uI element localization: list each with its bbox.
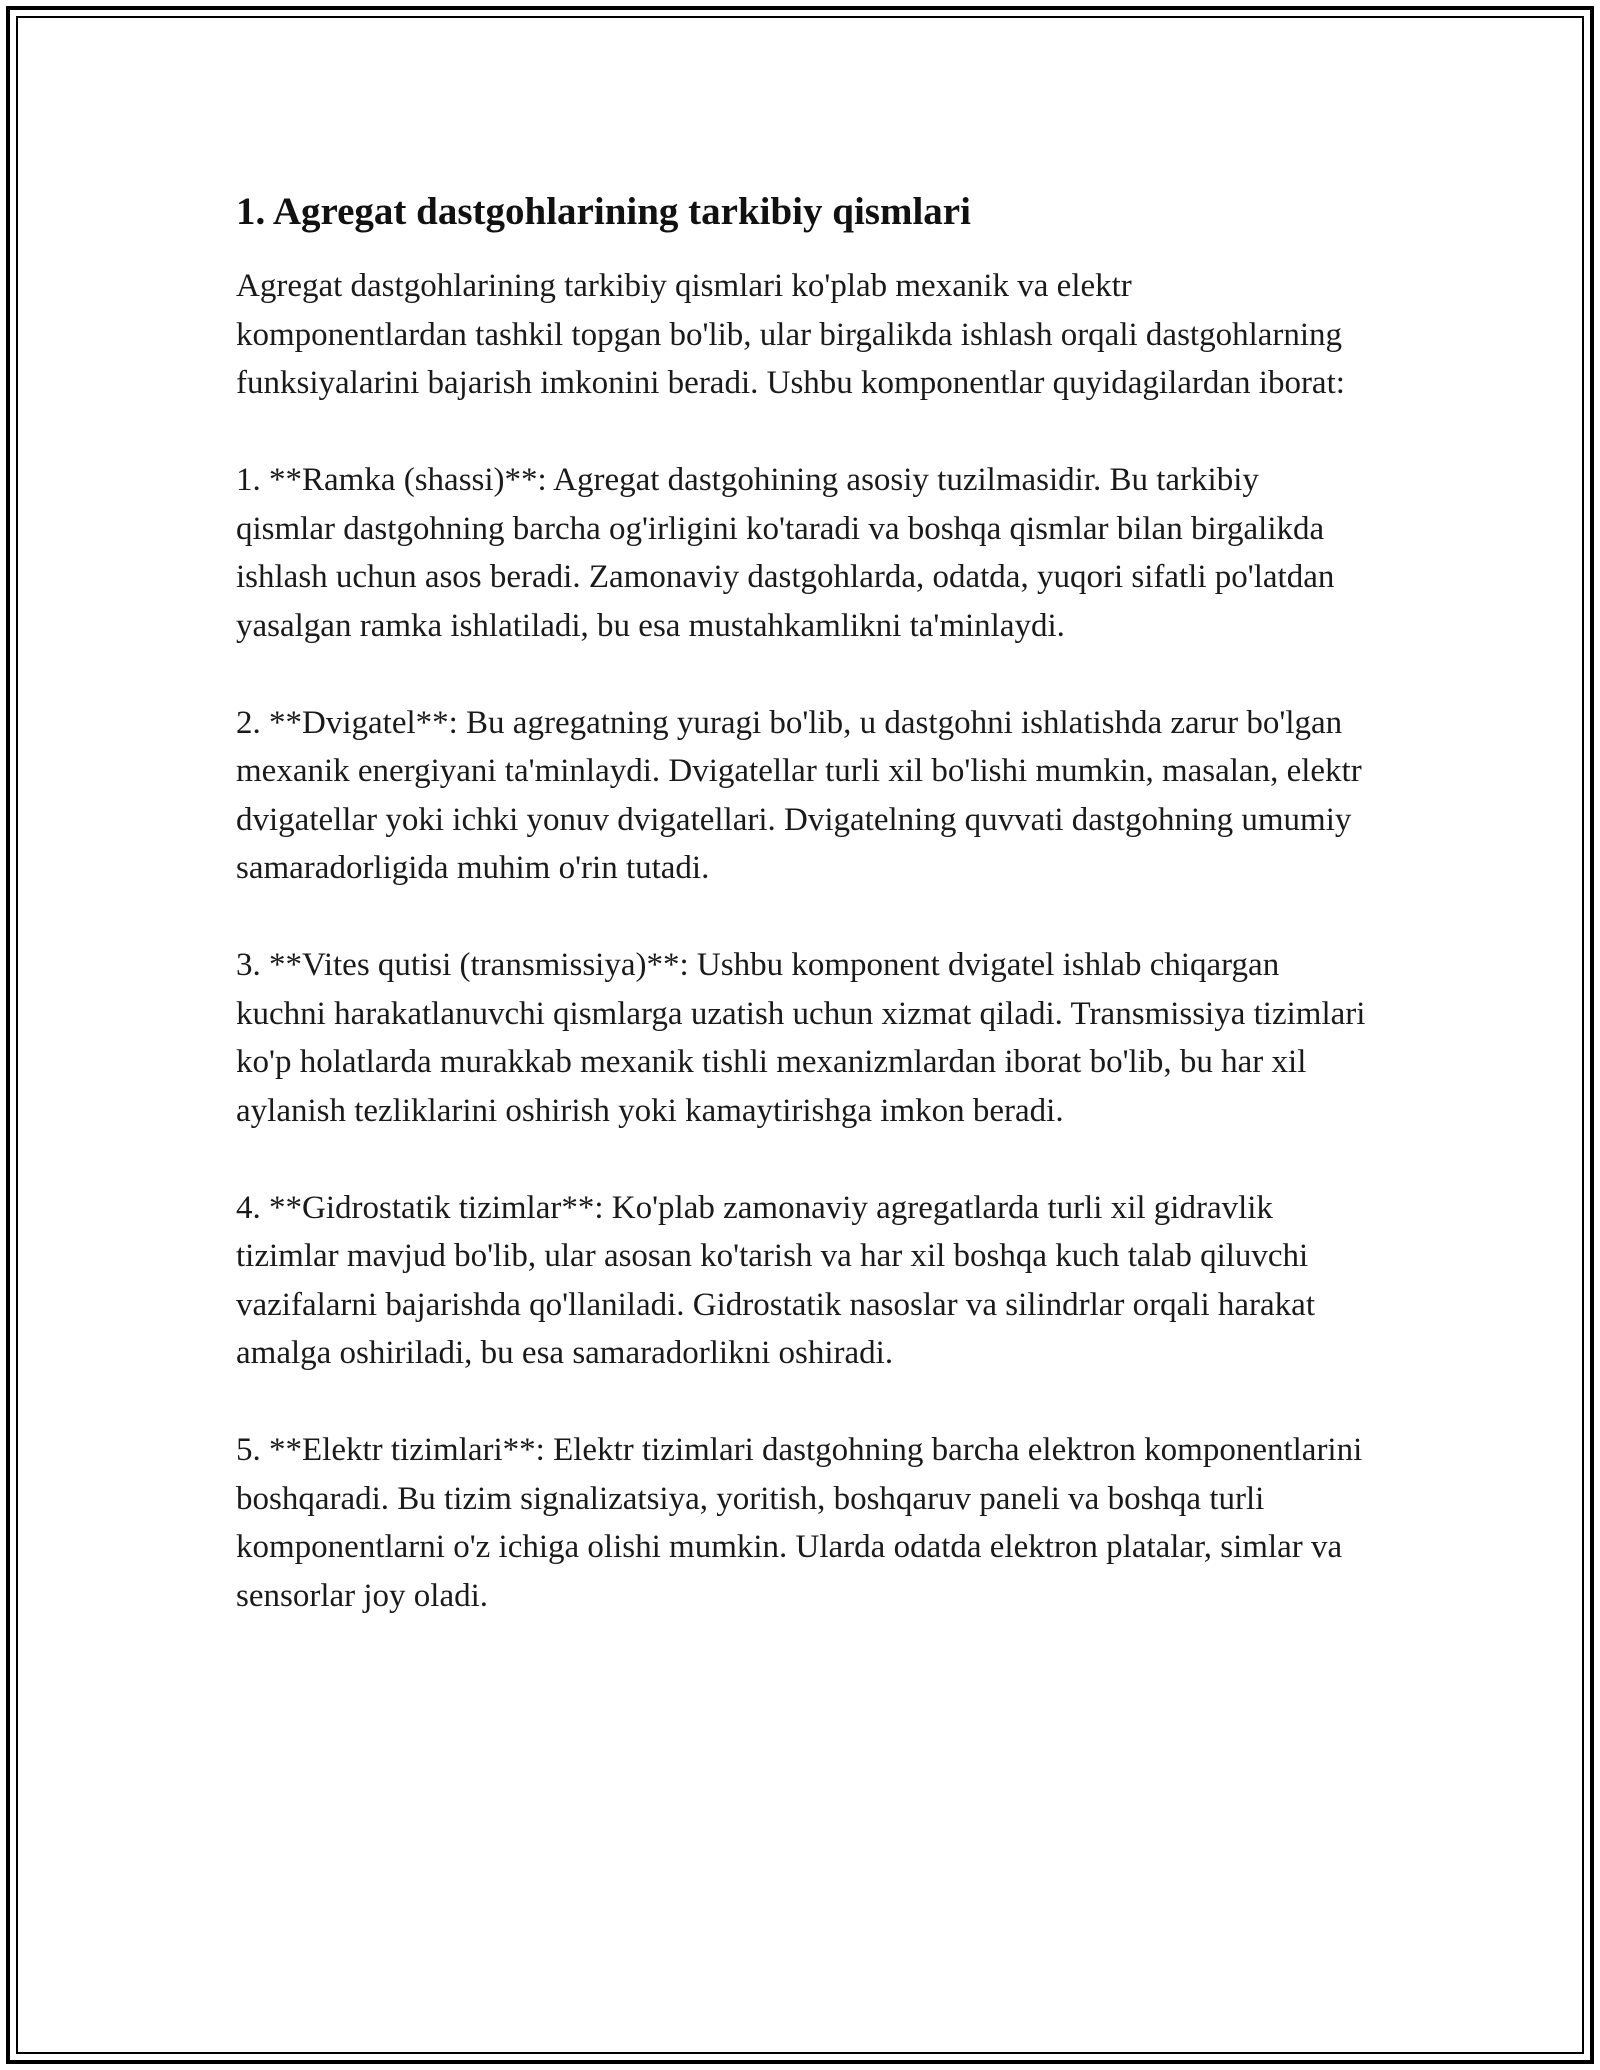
paragraph-gidrostatik: 4. **Gidrostatik tizimlar**: Ko'plab zamonaviy agregatlarda turli xil gidravlik tizimlar mavjud bo'lib, ular asosan ko'tarish va har xil boshqa kuch talab qiluvchi vazifalarni bajarishda qo'llaniladi. Gidrostatik nasoslar va silindrlar orqali harakat amalga oshiriladi, bu esa samaradorlikni oshiradi.	[236, 1189, 1315, 1371]
paragraph-dvigatel: 2. **Dvigatel**: Bu agregatning yuragi bo'lib, u dastgohni ishlatishda zarur bo'lgan mexanik energiyani ta'minlaydi. Dvigatellar turli xil bo'lishi mumkin, masalan, elektr dvigatellar yoki ichki yonuv dvigatellari. Dvigatelning quvvati dastgohning umumiy samaradorligida muhim o'rin tutadi.	[236, 704, 1362, 886]
paragraph-elektr: 5. **Elektr tizimlari**: Elektr tizimlari dastgohning barcha elektron komponentlarini boshqaradi. Bu tizim signalizatsiya, yoritish, boshqaruv paneli va boshqa turli komponentlarni o'z ichiga olishi mumkin. Ularda odatda elektron platalar, simlar va sensorlar joy oladi.	[236, 1432, 1363, 1614]
paragraph-transmissiya: 3. **Vites qutisi (transmissiya)**: Ushbu komponent dvigatel ishlab chiqargan kuchni harakatlanuvchi qismlarga uzatish uchun xizmat qiladi. Transmissiya tizimlari ko'p holatlarda murakkab mexanik tishli mexanizmlardan iborat bo'lib, bu har xil aylanish tezliklarini oshirish yoki kamaytirishga imkon beradi.	[236, 947, 1366, 1129]
paragraph-intro: Agregat dastgohlarining tarkibiy qismlari ko'plab mexanik va elektr komponentlardan tashkil topgan bo'lib, ular birgalikda ishlash orqali dastgohlarning funksiyalarini bajarish imkonini beradi. Ushbu komponentlar quyidagilardan iborat:	[236, 268, 1345, 401]
document-body	[236, 184, 1366, 1669]
document-title: 1. Agregat dastgohlarining tarkibiy qismlari	[236, 190, 971, 233]
paragraph-ramka: 1. **Ramka (shassi)**: Agregat dastgohining asosiy tuzilmasidir. Bu tarkibiy qismlar dastgohning barcha og'irligini ko'taradi va boshqa qismlar bilan birgalikda ishlash uchun asos beradi. Zamonaviy dastgohlarda, odatda, yuqori sifatli po'latdan yasalgan ramka ishlatiladi, bu esa mustahkamlikni ta'minlaydi.	[236, 462, 1335, 644]
